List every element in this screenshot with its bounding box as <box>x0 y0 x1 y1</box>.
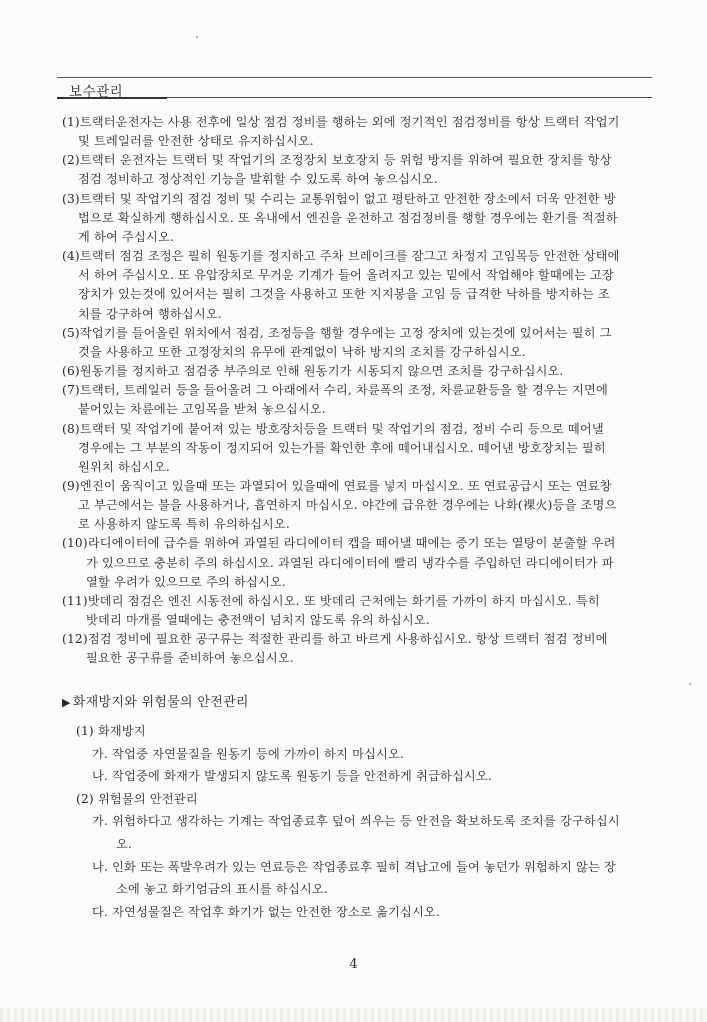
maintenance-item-line: 로 사용하지 않도록 특히 유의하십시오. <box>78 517 290 532</box>
maintenance-item-line: 치를 강구하여 행하십시오. <box>78 306 222 321</box>
maintenance-item-line: 법으로 확실하게 행하십시오. 또 옥내에서 엔진을 운전하고 점검정비를 행할 경우에는 환기를 적절하 <box>78 210 618 225</box>
maintenance-item <box>62 630 662 668</box>
maintenance-item-line: (12)점검 정비에 필요한 공구류는 적절한 관리를 하고 바르게 사용하십시오. 항상 트랙터 점검 정비에 <box>62 632 608 647</box>
maintenance-item-line: 붙어있는 차륜에는 고임목을 받쳐 놓으십시오. <box>78 402 326 417</box>
top-rule <box>57 77 652 78</box>
triangle-bullet-icon: ▶ <box>62 696 71 709</box>
maintenance-item <box>62 381 662 419</box>
maintenance-item <box>62 420 662 477</box>
maintenance-item-line: 게 하여 주십시오. <box>78 229 175 244</box>
maintenance-item-line: 서 하여 주십시오. 또 유압장치로 무거운 기계가 들어 올려지고 있는 밑에서 작업해야 할때에는 고장 <box>78 268 614 283</box>
maintenance-item-line: 것을 사용하고 또한 고정장치의 유무에 관계없이 낙하 방지의 조치를 강구하십시오. <box>78 344 526 359</box>
maintenance-item <box>62 247 662 324</box>
fire-entry-line: 가. 작업중 자연물질을 원동기 등에 가까이 하지 마십시오. <box>92 746 405 761</box>
maintenance-item-line: (10)라디에이터에 급수를 위하여 과열된 라디에이터 캡을 떼어낼 때에는 증기 또는 열탕이 분출할 우려 <box>62 536 616 551</box>
maintenance-item-line: 원위치 하십시오. <box>78 459 170 474</box>
scan-edge <box>0 1008 707 1022</box>
maintenance-item <box>62 190 662 247</box>
maintenance-item <box>62 113 662 151</box>
maintenance-item-line: 밧데리 마개를 열때에는 충전액이 넘치지 않도록 유의 하십시오. <box>86 613 430 628</box>
fire-entry-line: 오. <box>116 836 133 851</box>
scan-speck <box>689 683 691 685</box>
scan-speck <box>196 36 198 38</box>
fire-section-title-text: 화재방지와 위험물의 안전관리 <box>72 695 249 710</box>
maintenance-item <box>62 151 662 189</box>
fire-entry-line: 다. 자연성물질은 작업후 화기가 없는 안전한 장소로 옮기십시오. <box>92 904 440 919</box>
title-underline-accent <box>57 97 167 99</box>
maintenance-item <box>62 592 662 630</box>
maintenance-item <box>62 477 662 534</box>
page-number: 4 <box>349 957 358 972</box>
fire-subsection-heading: (2) 위험물의 안전관리 <box>76 791 198 806</box>
maintenance-item-line: (4)트랙터 점검 조정은 필히 원동기를 정지하고 주차 브레이크를 잠그고 차정지 고임목등 안전한 상태에 <box>62 249 620 264</box>
fire-subsection-heading: (1) 화재방지 <box>76 724 146 738</box>
maintenance-list <box>62 113 662 669</box>
fire-entry-line: 나. 작업중에 화재가 발생되지 않도록 원동기 등을 안전하게 취급하십시오. <box>92 769 492 784</box>
maintenance-item-line: (2)트랙터 운전자는 트랙터 및 작업기의 조정장치 보호장치 등 위험 방지를 위하여 필요한 장치를 항상 <box>62 153 612 168</box>
maintenance-item-line: 점검 정비하고 정상적인 기능을 발휘할 수 있도록 하여 놓으십시오. <box>78 172 438 187</box>
maintenance-item-line: 고 부근에서는 불을 사용하거나, 흡연하지 마십시오. 야간에 급유한 경우에는 나화(裸火)등을 조명으 <box>78 498 617 513</box>
fire-section-title <box>62 691 249 710</box>
maintenance-item-line: (6)원동기를 정지하고 점검중 부주의로 인해 원동기가 시동되지 않으면 조치를 강구하십시오. <box>62 364 564 379</box>
maintenance-item <box>62 324 662 362</box>
maintenance-item-line: (3)트랙터 및 작업기의 점검 정비 및 수리는 교통위험이 없고 평탄하고 안전한 장소에서 더욱 안전한 방 <box>62 191 616 206</box>
fire-entry-line: 가. 위험하다고 생각하는 기계는 작업종료후 덮어 씌우는 등 안전을 확보하도록 조치를 강구하십시 <box>92 814 620 829</box>
maintenance-item-line: (5)작업기를 들어올린 위치에서 점검, 조정등을 행할 경우에는 고정 장치에 있는것에 있어서는 필히 그 <box>62 325 612 340</box>
maintenance-item-line: 열할 우려가 있으므로 주의 하십시오. <box>86 574 286 589</box>
maintenance-item-line: 가 있으므로 충분히 주의 하십시오. 과열된 라디에이터에 빨리 냉각수를 주입하던 라디에이터가 파 <box>86 555 614 570</box>
fire-safety-list <box>62 720 662 923</box>
fire-entry-line: 소에 놓고 화기엄금의 표시를 하십시오. <box>116 882 328 897</box>
maintenance-item-line: 및 트레일러를 안전한 상태로 유지하십시오. <box>78 134 314 149</box>
maintenance-item-line: (8)트랙터 및 작업기에 붙어져 있는 방호장치등을 트랙터 및 작업기의 점검, 정비 수리 등으로 떼어낼 <box>62 421 604 436</box>
maintenance-item-line: (11)밧데리 점검은 엔진 시동전에 하십시오. 또 밧데리 근처에는 화기를 가까이 하지 마십시오. 특히 <box>62 593 600 608</box>
maintenance-item <box>62 534 662 591</box>
maintenance-item-line: (7)트랙터, 트레일러 등을 들어올려 그 아래에서 수리, 차륜폭의 조정, 차륜교환등을 할 경우는 지면에 <box>62 383 608 398</box>
maintenance-item-line: (1)트랙터운전자는 사용 전후에 일상 점검 정비를 행하는 외에 정기적인 점검정비를 항상 트랙터 작업기 <box>62 115 620 129</box>
fire-entry-line: 나. 인화 또는 폭발우려가 있는 연료등은 작업종료후 필히 격납고에 들여 놓던가 위험하지 않는 장 <box>92 859 616 874</box>
maintenance-item-line: 경우에는 그 부분의 작동이 정지되어 있는가를 확인한 후에 떼어내십시오. 떼어낸 방호장치는 필히 <box>78 440 606 455</box>
maintenance-item-line: (9)엔진이 움직이고 있을때 또는 과열되어 있을때에 연료를 넣지 마십시오. 또 연료공급시 또는 연료창 <box>62 478 612 493</box>
maintenance-item <box>62 362 662 381</box>
section-title: 보수관리 <box>69 84 124 100</box>
maintenance-item-line: 필요한 공구류를 준비하여 놓으십시오. <box>86 651 294 666</box>
maintenance-item-line: 장치가 있는것에 있어서는 필히 그것을 사용하고 또한 지지봉을 고임 등 급격한 낙하를 방지하는 조 <box>78 287 610 302</box>
